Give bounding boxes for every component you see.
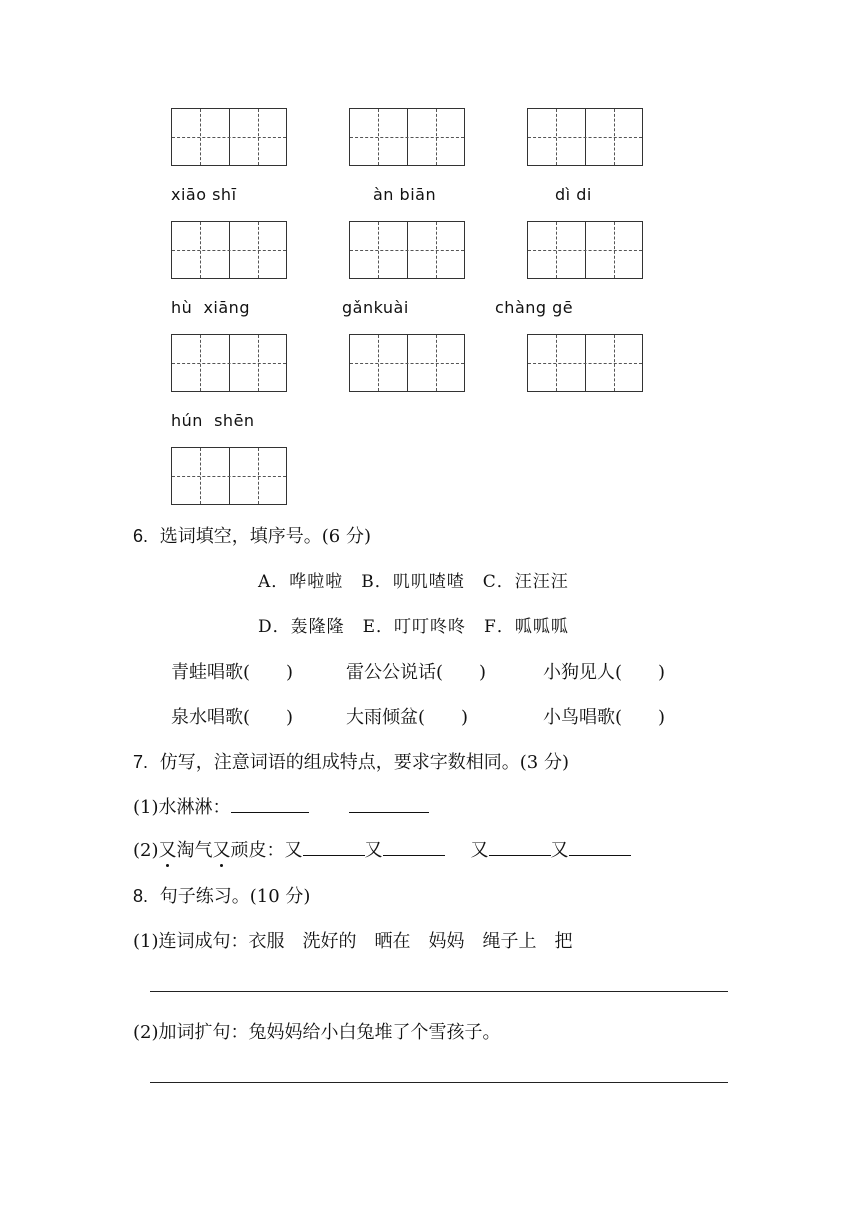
pinyin-label: xiāo shī bbox=[171, 185, 237, 204]
writing-grid[interactable] bbox=[349, 108, 465, 166]
writing-grid[interactable] bbox=[527, 108, 643, 166]
options-row: D．轰隆隆 E．叮叮咚咚 F．呱呱呱 bbox=[258, 617, 569, 637]
q7-item-1 bbox=[133, 793, 429, 819]
item-text: 淘气 bbox=[176, 840, 213, 861]
fill-item[interactable]: 青蛙唱歌( ) bbox=[171, 662, 294, 683]
pinyin-label: gǎnkuài bbox=[342, 298, 409, 317]
question-number: 8. bbox=[133, 886, 149, 906]
fill-item[interactable]: 雷公公说话( ) bbox=[346, 662, 487, 683]
answer-line[interactable] bbox=[150, 991, 728, 992]
q8-item-1: (1)连词成句：衣服 洗好的 晒在 妈妈 绳子上 把 bbox=[133, 931, 573, 952]
question-8-heading bbox=[133, 882, 310, 908]
q8-item-2: (2)加词扩句：兔妈妈给小白兔堆了个雪孩子。 bbox=[133, 1022, 501, 1043]
question-title: 选词填空，填序号。(6 分) bbox=[159, 526, 371, 547]
answer-blank[interactable] bbox=[383, 837, 445, 856]
question-6-heading bbox=[133, 522, 371, 548]
pinyin-label: dì di bbox=[555, 185, 592, 204]
writing-grid[interactable] bbox=[171, 334, 287, 392]
answer-blank[interactable] bbox=[569, 837, 631, 856]
fill-item[interactable]: 小狗见人( ) bbox=[543, 662, 666, 683]
question-title: 仿写，注意词语的组成特点，要求字数相同。(3 分) bbox=[159, 752, 569, 773]
question-number: 7. bbox=[133, 752, 149, 772]
pinyin-label: chàng gē bbox=[495, 298, 574, 317]
fill-item[interactable]: 泉水唱歌( ) bbox=[171, 707, 294, 728]
writing-grid[interactable] bbox=[171, 221, 287, 279]
pinyin-label: àn biān bbox=[373, 185, 437, 204]
answer-line[interactable] bbox=[150, 1082, 728, 1083]
writing-grid[interactable] bbox=[349, 334, 465, 392]
item-prefix: (2) bbox=[133, 840, 159, 861]
writing-grid[interactable] bbox=[527, 334, 643, 392]
options-row: A．哗啦啦 B．叽叽喳喳 C．汪汪汪 bbox=[258, 572, 569, 592]
item-label: (1)水淋淋： bbox=[133, 797, 231, 818]
writing-grid[interactable] bbox=[171, 447, 287, 505]
answer-blank[interactable] bbox=[303, 837, 365, 856]
q7-item-2 bbox=[133, 836, 631, 862]
emphasis-char: 又 bbox=[212, 840, 231, 861]
question-title: 句子练习。(10 分) bbox=[159, 886, 311, 907]
item-text: 又 bbox=[470, 840, 489, 861]
item-text: 又 bbox=[364, 840, 383, 861]
item-text: 顽皮： bbox=[230, 840, 285, 861]
fill-item[interactable]: 大雨倾盆( ) bbox=[346, 707, 469, 728]
writing-grid[interactable] bbox=[527, 221, 643, 279]
emphasis-char: 又 bbox=[158, 840, 177, 861]
fill-item[interactable]: 小鸟唱歌( ) bbox=[543, 707, 666, 728]
writing-grid[interactable] bbox=[349, 221, 465, 279]
answer-blank[interactable] bbox=[489, 837, 551, 856]
answer-blank[interactable] bbox=[349, 794, 429, 813]
question-number: 6. bbox=[133, 526, 149, 546]
pinyin-label: hún shēn bbox=[171, 411, 255, 430]
writing-grid[interactable] bbox=[171, 108, 287, 166]
pinyin-label: hù xiāng bbox=[171, 298, 250, 317]
item-text: 又 bbox=[550, 840, 569, 861]
answer-blank[interactable] bbox=[231, 794, 309, 813]
item-text: 又 bbox=[284, 840, 303, 861]
question-7-heading bbox=[133, 748, 569, 774]
